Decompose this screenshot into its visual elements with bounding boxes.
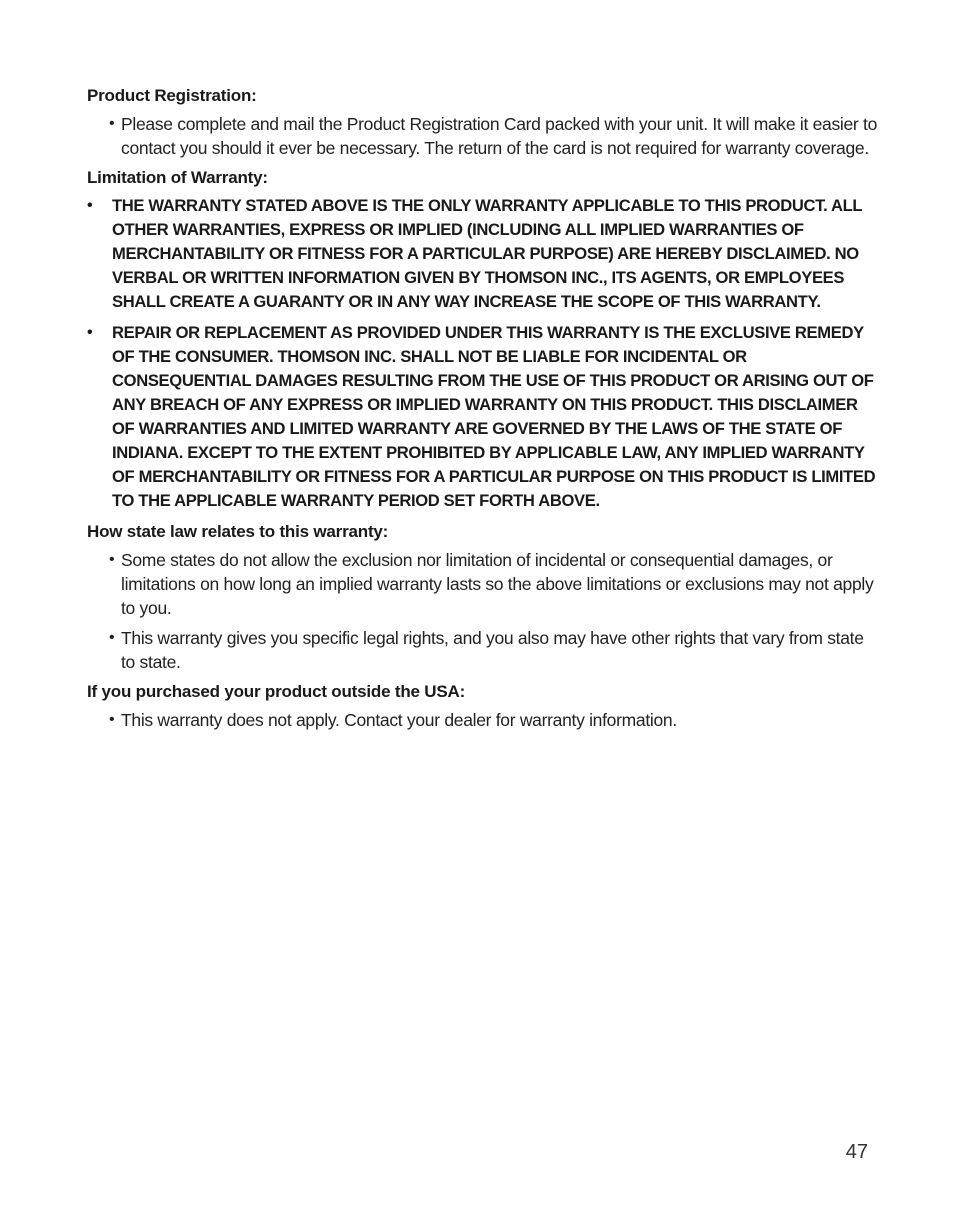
page-number: 47 — [845, 1141, 868, 1163]
list-item — [87, 321, 877, 513]
bullet-icon: • — [109, 551, 115, 568]
heading-state-law: How state law relates to this warranty: — [87, 522, 389, 541]
bullet-icon: • — [109, 115, 115, 132]
list-limitation-of-warranty — [87, 194, 877, 513]
heading-limitation-of-warranty: Limitation of Warranty: — [87, 168, 268, 187]
list-item-text: THE WARRANTY STATED ABOVE IS THE ONLY WARRANTY APPLICABLE TO THIS PRODUCT. ALL OTHER WARRANTIES, EXPRESS OR IMPLIED (INCLUDING ALL IMPLIED WARRANTIES OF MERCHANTABILITY OR FITNESS FOR A PARTICULAR PURPOSE) ARE HEREBY DISCLAIMED. NO VERBAL OR WRITTEN INFORMATION GIVEN BY THOMSON INC., ITS AGENTS, OR EMPLOYEES SHALL CREATE A GUARANTY OR IN ANY WAY INCREASE THE SCOPE OF THIS WARRANTY. — [112, 196, 862, 311]
section-outside-usa — [87, 680, 877, 732]
list-item-text: This warranty gives you specific legal rights, and you also may have other rights that vary from state to state. — [121, 628, 864, 672]
list-item-text: This warranty does not apply. Contact your dealer for warranty information. — [121, 710, 677, 730]
section-limitation-of-warranty — [87, 166, 877, 513]
list-item — [87, 194, 877, 314]
list-outside-usa — [87, 708, 877, 732]
list-item — [87, 112, 877, 160]
heading-product-registration: Product Registration: — [87, 86, 257, 105]
bullet-icon: • — [87, 197, 93, 214]
bullet-icon: • — [87, 324, 93, 341]
list-item-text: Some states do not allow the exclusion nor limitation of incidental or consequential damages, or limitations on how long an implied warranty lasts so the above limitations or exclusions may not apply to you. — [121, 550, 874, 618]
section-product-registration — [87, 84, 877, 160]
bullet-icon: • — [109, 629, 115, 646]
bullet-icon: • — [109, 711, 115, 728]
list-state-law — [87, 548, 877, 674]
warranty-page — [87, 84, 877, 738]
list-item — [87, 708, 877, 732]
list-item — [87, 626, 877, 674]
heading-outside-usa: If you purchased your product outside the USA: — [87, 682, 466, 701]
list-item-text: Please complete and mail the Product Registration Card packed with your unit. It will make it easier to contact you should it ever be necessary. The return of the card is not required for warranty coverage. — [121, 114, 878, 158]
list-item — [87, 548, 877, 620]
list-product-registration — [87, 112, 877, 160]
list-item-text: REPAIR OR REPLACEMENT AS PROVIDED UNDER THIS WARRANTY IS THE EXCLUSIVE REMEDY OF THE CONSUMER. THOMSON INC. SHALL NOT BE LIABLE FOR INCIDENTAL OR CONSEQUENTIAL DAMAGES RESULTING FROM THE USE OF THIS PRODUCT OR ARISING OUT OF ANY BREACH OF ANY EXPRESS OR IMPLIED WARRANTY ON THIS PRODUCT. THIS DISCLAIMER OF WARRANTIES AND LIMITED WARRANTY ARE GOVERNED BY THE LAWS OF THE STATE OF INDIANA. EXCEPT TO THE EXTENT PROHIBITED BY APPLICABLE LAW, ANY IMPLIED WARRANTY OF MERCHANTABILITY OR FITNESS FOR A PARTICULAR PURPOSE ON THIS PRODUCT IS LIMITED TO THE APPLICABLE WARRANTY PERIOD SET FORTH ABOVE. — [112, 323, 876, 510]
section-state-law — [87, 520, 877, 674]
